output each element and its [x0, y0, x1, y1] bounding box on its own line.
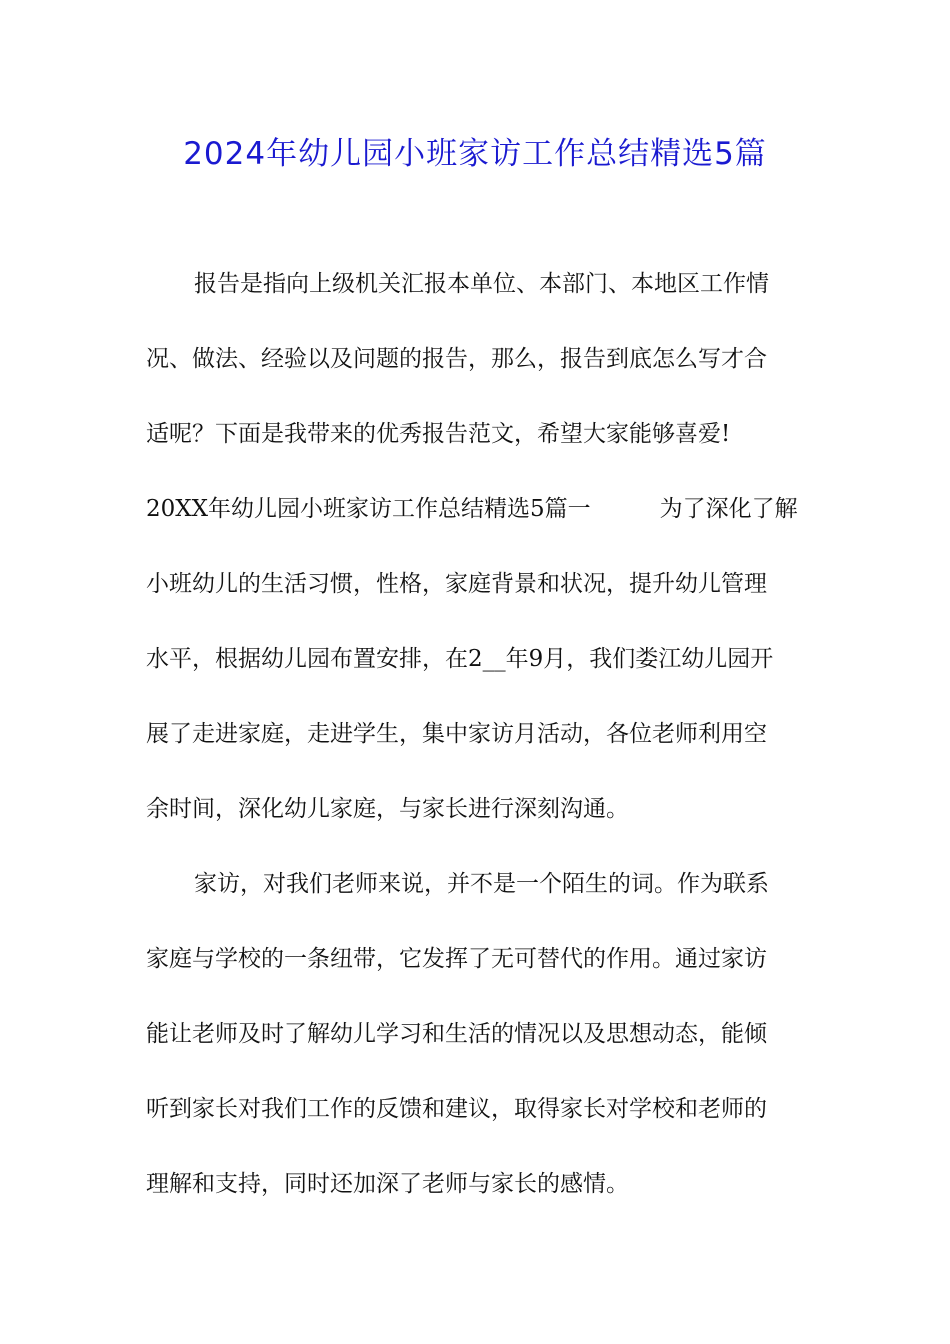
paragraph-line: 报告是指向上级机关汇报本单位、本部门、本地区工作情	[194, 271, 769, 297]
paragraph-line: 能让老师及时了解幼儿学习和生活的情况以及思想动态，能倾	[146, 1021, 767, 1047]
paragraph-line: 况、做法、经验以及问题的报告，那么，报告到底怎么写才合	[146, 346, 767, 372]
paragraph-line: 20XX年幼儿园小班家访工作总结精选5篇一 为了深化了解	[146, 496, 798, 522]
paragraph-line: 家庭与学校的一条纽带，它发挥了无可替代的作用。通过家访	[146, 946, 767, 972]
paragraph-line: 听到家长对我们工作的反馈和建议，取得家长对学校和老师的	[146, 1096, 767, 1122]
paragraph-line: 展了走进家庭，走进学生，集中家访月活动，各位老师利用空	[146, 721, 767, 747]
paragraph-line: 小班幼儿的生活习惯，性格，家庭背景和状况，提升幼儿管理	[146, 571, 767, 597]
paragraph-line: 适呢？下面是我带来的优秀报告范文，希望大家能够喜爱!	[146, 421, 731, 447]
paragraph-line: 余时间，深化幼儿家庭，与家长进行深刻沟通。	[146, 796, 629, 822]
paragraph-line: 家访，对我们老师来说，并不是一个陌生的词。作为联系	[194, 871, 769, 897]
paragraph-line: 水平，根据幼儿园布置安排，在2__年9月，我们娄江幼儿园开	[146, 646, 774, 672]
document-title: 2024年幼儿园小班家访工作总结精选5篇	[183, 136, 767, 172]
paragraph-line: 理解和支持，同时还加深了老师与家长的感情。	[146, 1171, 629, 1197]
